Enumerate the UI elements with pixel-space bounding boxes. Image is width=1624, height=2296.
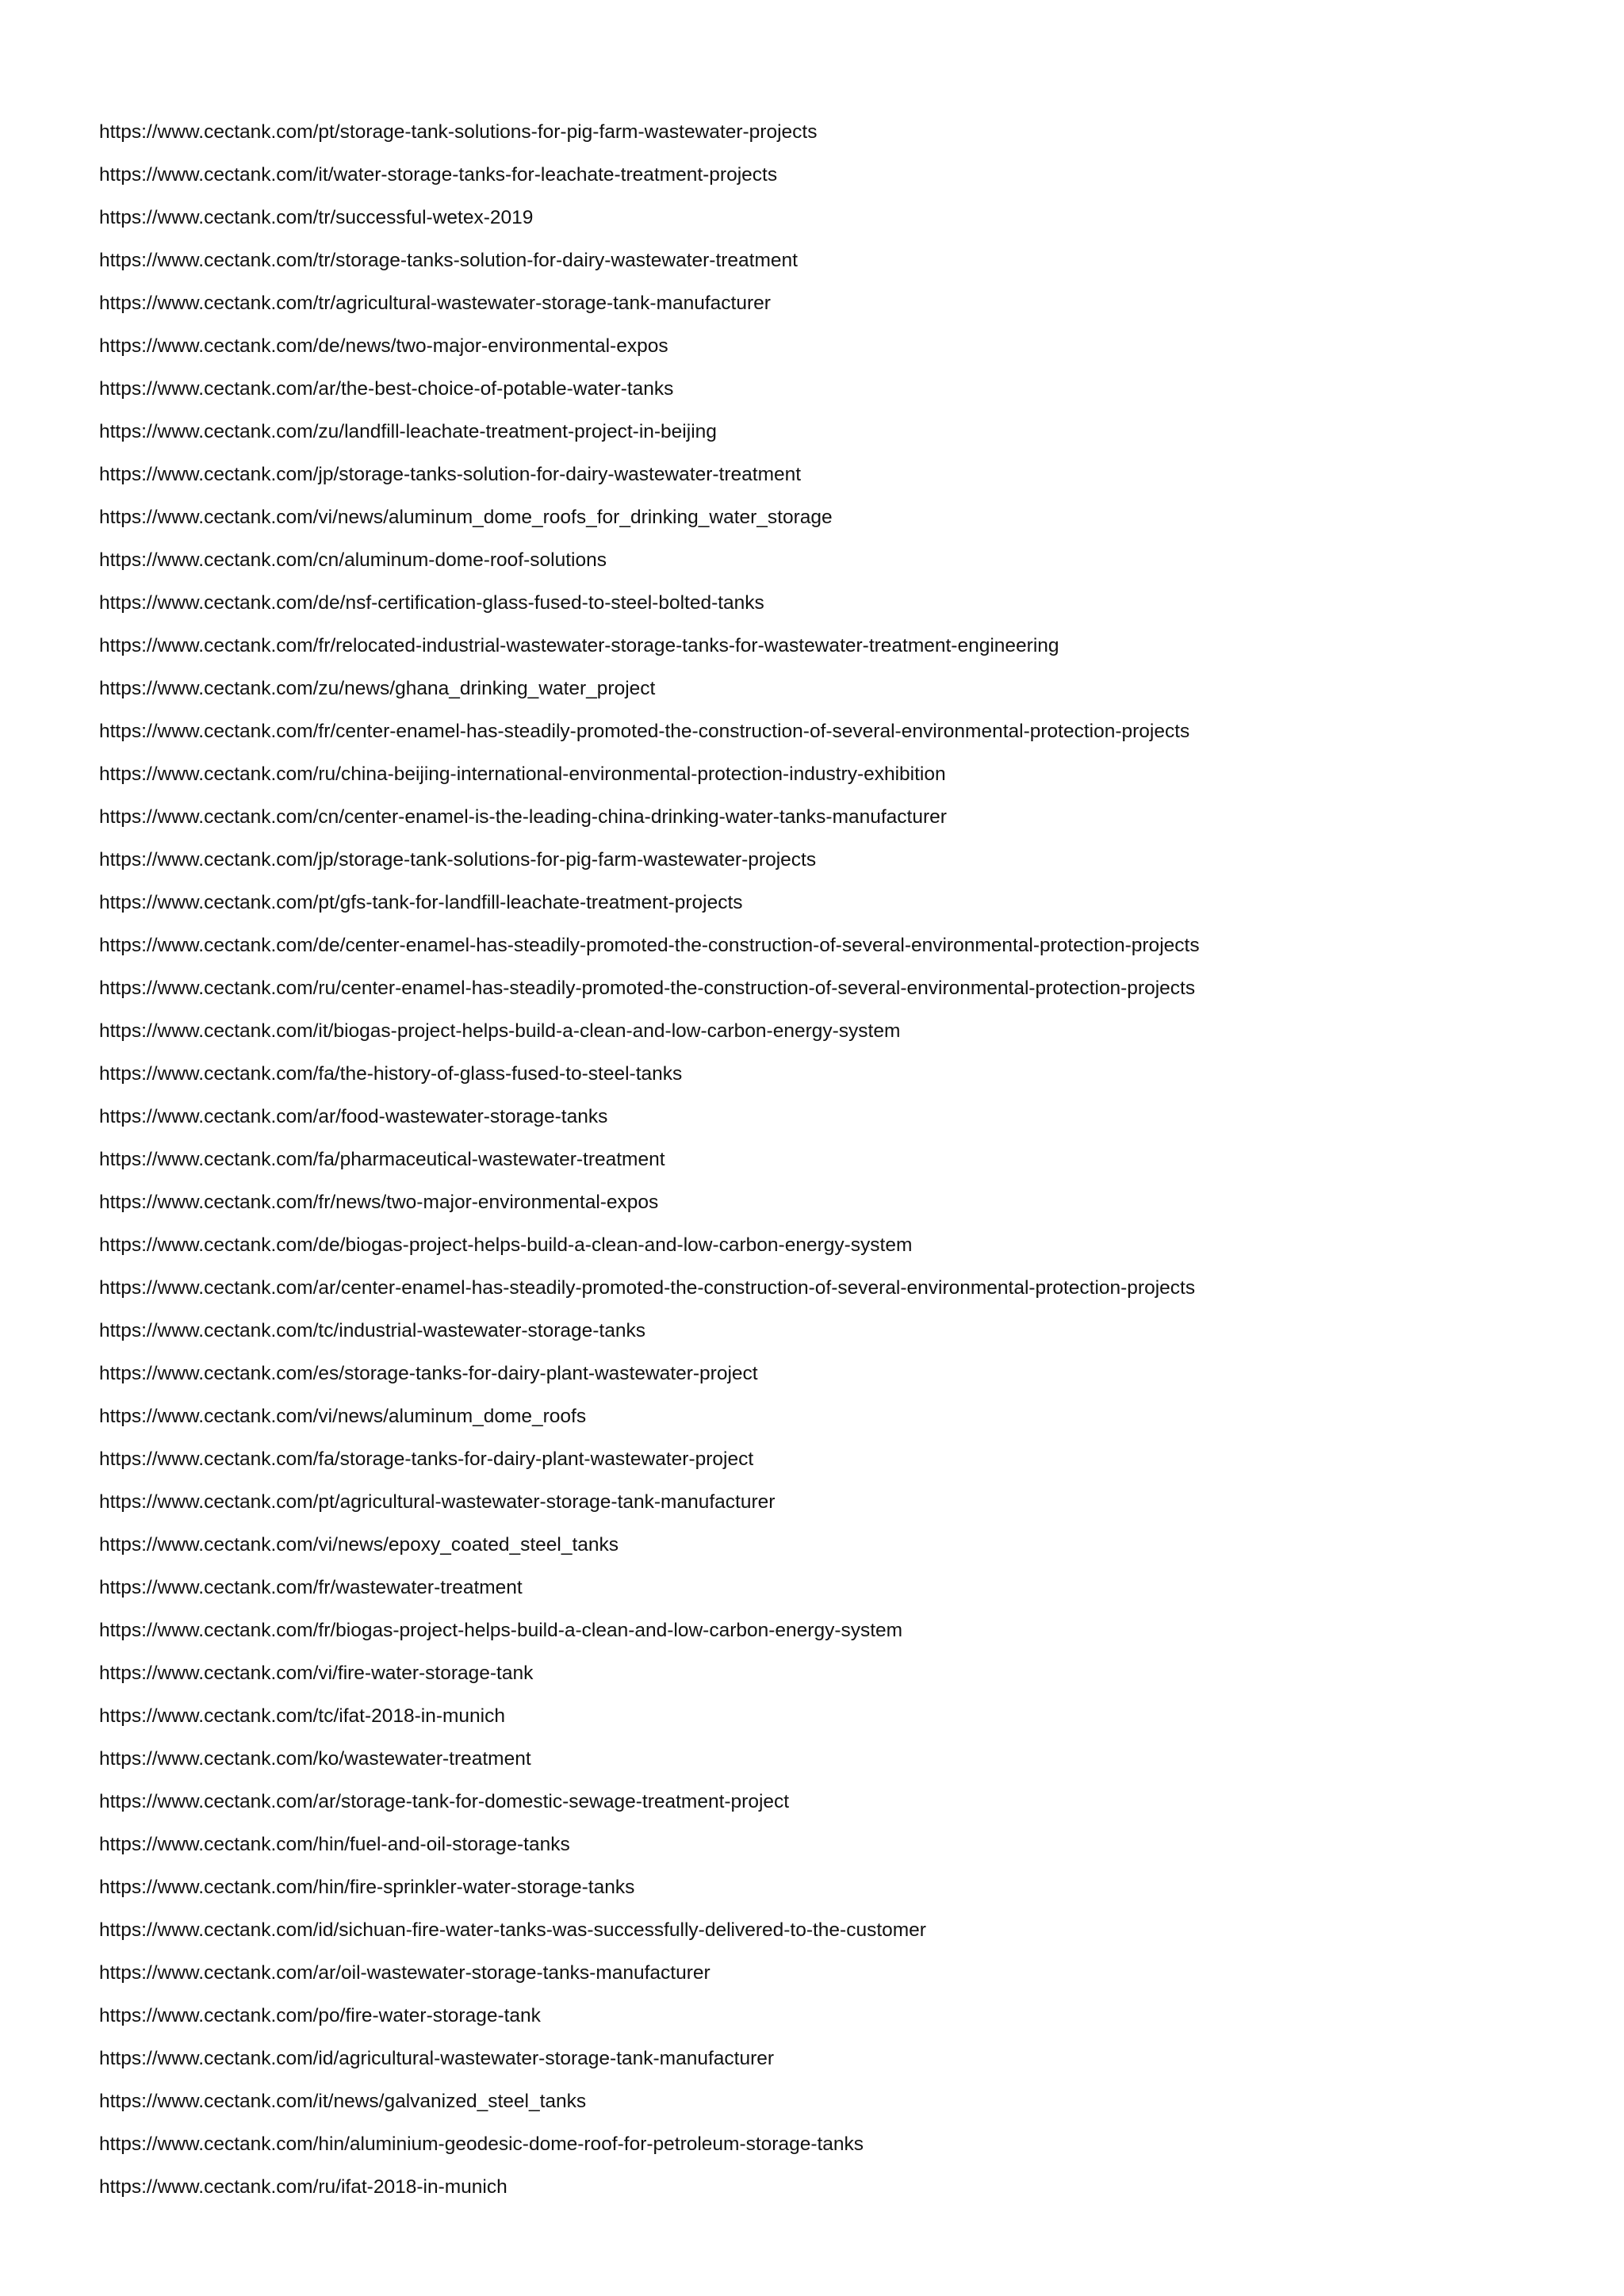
url-list-item: https://www.cectank.com/fa/pharmaceutical-wastewater-treatment <box>99 1149 665 1170</box>
url-list-item: https://www.cectank.com/ar/storage-tank-for-domestic-sewage-treatment-project <box>99 1791 790 1812</box>
url-list-item: https://www.cectank.com/hin/fuel-and-oil-storage-tanks <box>99 1834 570 1855</box>
url-list-item: https://www.cectank.com/ar/center-enamel-has-steadily-promoted-the-construction-of-several-environmental-protection-projects <box>99 1277 1196 1299</box>
url-list-item: https://www.cectank.com/de/nsf-certification-glass-fused-to-steel-bolted-tanks <box>99 592 764 614</box>
url-list-item: https://www.cectank.com/id/sichuan-fire-water-tanks-was-successfully-delivered-to-the-customer <box>99 1919 926 1941</box>
url-list-item: https://www.cectank.com/zu/landfill-leachate-treatment-project-in-beijing <box>99 421 717 442</box>
url-list-item: https://www.cectank.com/pt/gfs-tank-for-landfill-leachate-treatment-projects <box>99 892 743 913</box>
url-list-item: https://www.cectank.com/zu/news/ghana_drinking_water_project <box>99 678 656 699</box>
url-list-item: https://www.cectank.com/ar/the-best-choice-of-potable-water-tanks <box>99 378 674 400</box>
url-list-item: https://www.cectank.com/fr/relocated-industrial-wastewater-storage-tanks-for-wastewater-treatment-engineering <box>99 635 1059 656</box>
url-list-item: https://www.cectank.com/jp/storage-tank-solutions-for-pig-farm-wastewater-projects <box>99 849 817 871</box>
url-list-item: https://www.cectank.com/ru/center-enamel-has-steadily-promoted-the-construction-of-several-environmental-protection-projects <box>99 978 1196 999</box>
url-list-item: https://www.cectank.com/de/center-enamel-has-steadily-promoted-the-construction-of-several-environmental-protection-projects <box>99 935 1200 956</box>
url-list-item: https://www.cectank.com/cn/aluminum-dome-roof-solutions <box>99 549 607 571</box>
url-list-item: https://www.cectank.com/fr/biogas-project-helps-build-a-clean-and-low-carbon-energy-system <box>99 1620 903 1641</box>
url-list-item: https://www.cectank.com/pt/storage-tank-solutions-for-pig-farm-wastewater-projects <box>99 121 818 143</box>
url-list-item: https://www.cectank.com/hin/aluminium-geodesic-dome-roof-for-petroleum-storage-tanks <box>99 2133 864 2155</box>
url-list-item: https://www.cectank.com/tr/storage-tanks-solution-for-dairy-wastewater-treatment <box>99 250 798 271</box>
url-list-item: https://www.cectank.com/tr/successful-wetex-2019 <box>99 207 534 228</box>
url-list-item: https://www.cectank.com/de/biogas-project-helps-build-a-clean-and-low-carbon-energy-system <box>99 1234 913 1256</box>
url-list-item: https://www.cectank.com/vi/news/aluminum_dome_roofs <box>99 1406 587 1427</box>
url-list-item: https://www.cectank.com/tc/industrial-wastewater-storage-tanks <box>99 1320 645 1341</box>
url-list-item: https://www.cectank.com/de/news/two-major-environmental-expos <box>99 335 668 357</box>
url-list-item: https://www.cectank.com/id/agricultural-wastewater-storage-tank-manufacturer <box>99 2048 775 2069</box>
url-list-item: https://www.cectank.com/ar/food-wastewater-storage-tanks <box>99 1106 608 1127</box>
url-list-item: https://www.cectank.com/fr/wastewater-treatment <box>99 1577 523 1598</box>
url-list-item: https://www.cectank.com/tr/agricultural-wastewater-storage-tank-manufacturer <box>99 293 771 314</box>
url-list-item: https://www.cectank.com/fr/news/two-major-environmental-expos <box>99 1192 659 1213</box>
url-list-item: https://www.cectank.com/cn/center-enamel-is-the-leading-china-drinking-water-tanks-manufacturer <box>99 806 947 828</box>
url-list-item: https://www.cectank.com/fa/storage-tanks-for-dairy-plant-wastewater-project <box>99 1448 754 1470</box>
url-list-item: https://www.cectank.com/vi/news/epoxy_coated_steel_tanks <box>99 1534 619 1556</box>
url-list-item: https://www.cectank.com/it/news/galvanized_steel_tanks <box>99 2091 587 2112</box>
url-list-item: https://www.cectank.com/tc/ifat-2018-in-munich <box>99 1705 505 1727</box>
url-list-item: https://www.cectank.com/it/biogas-project-helps-build-a-clean-and-low-carbon-energy-system <box>99 1020 901 1042</box>
url-list-item: https://www.cectank.com/ar/oil-wastewater-storage-tanks-manufacturer <box>99 1962 710 1984</box>
url-list-item: https://www.cectank.com/it/water-storage-tanks-for-leachate-treatment-projects <box>99 164 778 186</box>
url-list-item: https://www.cectank.com/hin/fire-sprinkler-water-storage-tanks <box>99 1877 635 1898</box>
url-list-item: https://www.cectank.com/fr/center-enamel-has-steadily-promoted-the-construction-of-several-environmental-protection-projects <box>99 721 1190 742</box>
url-list-item: https://www.cectank.com/pt/agricultural-wastewater-storage-tank-manufacturer <box>99 1491 776 1513</box>
url-list-item: https://www.cectank.com/fa/the-history-of-glass-fused-to-steel-tanks <box>99 1063 683 1085</box>
url-list-item: https://www.cectank.com/es/storage-tanks-for-dairy-plant-wastewater-project <box>99 1363 758 1384</box>
url-list <box>99 111 1200 2209</box>
url-list-item: https://www.cectank.com/ko/wastewater-treatment <box>99 1748 531 1770</box>
url-list-item: https://www.cectank.com/ru/ifat-2018-in-munich <box>99 2176 508 2198</box>
url-list-item: https://www.cectank.com/jp/storage-tanks-solution-for-dairy-wastewater-treatment <box>99 464 802 485</box>
url-list-item: https://www.cectank.com/vi/news/aluminum_dome_roofs_for_drinking_water_storage <box>99 507 833 528</box>
url-list-item: https://www.cectank.com/vi/fire-water-storage-tank <box>99 1663 534 1684</box>
url-list-item: https://www.cectank.com/ru/china-beijing-international-environmental-protection-industry-exhibition <box>99 763 946 785</box>
url-list-item: https://www.cectank.com/po/fire-water-storage-tank <box>99 2005 541 2026</box>
